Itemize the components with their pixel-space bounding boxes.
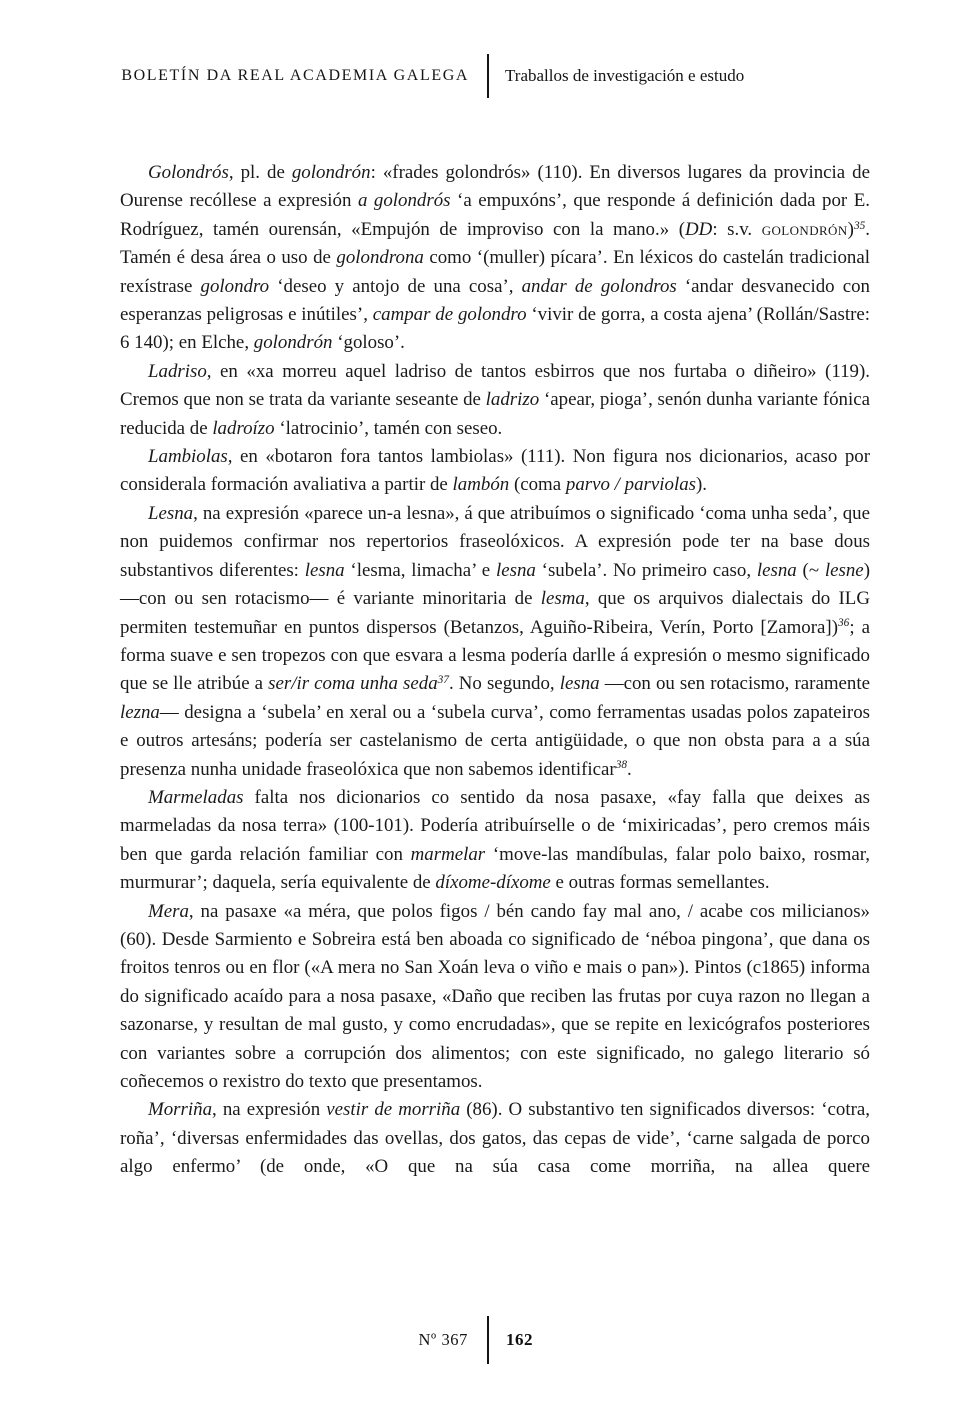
entry-lesna xyxy=(120,500,870,784)
text-run: golondrón xyxy=(291,162,371,183)
text-run: —con ou sen rotacismo, raramente xyxy=(599,673,870,695)
text-run: lesna xyxy=(756,559,797,581)
text-run: a golondrós xyxy=(357,190,451,212)
text-run: (~ xyxy=(796,559,825,581)
text-run: (coma xyxy=(509,474,566,496)
footnote-ref: 37 xyxy=(437,674,449,687)
text-run: falta nos dicionarios co sentido da nosa pasaxe, «fay falla que deixes as marmeladas da nosa terra» (100-101). Podería atribuírselle o de ‘mixiricadas’, pero cremos máis ben que garda relación familiar con xyxy=(120,786,870,865)
text-run: . Tamén é desa área o uso de xyxy=(120,218,870,269)
text-run: : s.v. xyxy=(712,218,762,240)
text-run: ser/ir coma unha seda xyxy=(268,673,438,695)
text-run: ) xyxy=(847,218,854,240)
page-header xyxy=(0,54,975,98)
text-run: vestir de morriña xyxy=(326,1099,461,1121)
text-run: , na expresión xyxy=(212,1099,327,1121)
text-run: ‘andar desvanecido con esperanzas peligrosas e inútiles’, xyxy=(120,275,870,326)
text-run: lesna xyxy=(495,559,536,581)
text-run: ‘apear, pioga’, senón dunha variante fónica reducida de xyxy=(120,389,870,439)
text-run: DD xyxy=(685,218,713,240)
text-run: lesna xyxy=(304,559,345,581)
text-run: ‘subela’. No primeiro caso, xyxy=(535,559,757,581)
text-run: ‘goloso’. xyxy=(332,332,405,354)
text-run: ). xyxy=(696,474,708,496)
text-run: andar de golondros xyxy=(521,275,677,297)
text-run: lambón xyxy=(452,474,510,496)
text-run: (86). O substantivo ten significados diversos: ‘cotra, roña’, ‘diversas enfermidades das ovellas, dos gatos, das cepas de vide’, ‘carne salgada de porco algo enfermo’ (de onde, «O que na súa casa come morriña, na allea quere xyxy=(120,1099,870,1178)
footnote-ref: 35 xyxy=(853,219,866,232)
page-footer xyxy=(0,1316,975,1364)
text-run: ‘deseo y antojo de una cosa’, xyxy=(269,275,522,297)
text-run: como ‘(muller) pícara’. En léxicos do castelán tradicional rexístrase xyxy=(120,247,870,297)
entry-golondros xyxy=(120,159,870,358)
entry-marmeladas xyxy=(120,784,870,898)
text-run: . No segundo, xyxy=(448,673,560,695)
text-run: , en «botaron fora tantos lambiolas» (111). Non figura nos dicionarios, acaso por considerala formación avaliativa a partir de xyxy=(120,446,870,496)
text-run: ‘move-las mandíbulas, falar polo baixo, rosmar, murmurar’; daquela, sería equivalente de xyxy=(120,843,871,894)
text-run: golondro xyxy=(200,275,270,297)
journal-title: BOLETÍN DA REAL ACADEMIA GALEGA xyxy=(121,67,469,84)
text-run: lezna xyxy=(120,701,160,723)
text-run: Ladriso xyxy=(148,360,207,382)
text-run: , en «xa morreu aquel ladriso de tantos esbirros que nos furtaba o diñeiro» (119). Cremos que non se trata da variante seseante de xyxy=(120,360,870,411)
text-run: Lesna xyxy=(148,502,194,524)
text-run: lesna xyxy=(559,673,600,695)
text-run: ladroízo xyxy=(212,417,275,439)
text-run: ) —con ou sen rotacismo— é variante minoritaria de xyxy=(120,559,870,610)
page-number: 162 xyxy=(506,1330,533,1349)
text-run: lesne xyxy=(824,559,864,581)
text-run: . xyxy=(627,758,632,780)
text-run: marmelar xyxy=(410,843,486,865)
text-run: ‘lesma, limacha’ e xyxy=(344,559,496,581)
text-run: Mera xyxy=(148,900,189,922)
text-run: ladrizo xyxy=(485,389,540,411)
text-run: ‘latrocinio’, tamén con seseo. xyxy=(274,417,503,439)
entry-ladriso xyxy=(120,358,870,443)
text-run: , na pasaxe «a méra, que polos figos / bén cando fay mal ano, / acabe cos milicianos» (60). Desde Sarmiento e Sobreira está ben aboada co significado de ‘néboa pingona’, que dana os froitos tenros ou en flor («A mera no San Xoán leva o viño e mais o pan»). Pintos (c1865) informa do significado acaído para a nosa pasaxe, «Daño que reciben las frutas por cuya razon no llegan a sazonarse, y resultan de mal gusto, y como encrudadas», que se repite en lexicógrafos posteriores con variantes sobre a corrupción dos alimentos; con este significado, no galego literario só coñecemos o rexistro do texto que presentamos. xyxy=(120,900,870,1092)
footer-divider xyxy=(487,1316,489,1364)
entry-mera xyxy=(120,898,870,1097)
text-run: parvo / parviolas xyxy=(565,474,697,496)
text-run: Golondrós xyxy=(148,162,229,183)
text-run: lesma xyxy=(540,588,585,610)
text-run: golondrón xyxy=(761,218,848,240)
text-run: ‘vivir de gorra, a costa ajena’ (Rollán/Sastre: 6 140); en Elche, xyxy=(120,304,870,354)
text-run: Morriña xyxy=(148,1099,213,1121)
article-body xyxy=(120,159,870,1182)
entry-morrina xyxy=(120,1096,870,1181)
text-run: díxome-díxome xyxy=(435,872,551,894)
text-run: — designa a ‘subela’ en xeral ou a ‘subela curva’, como ferramentas usadas polos zapateiros e outros artesáns; podería ser castelanismo de certa antigüidade, o que non obsta para a a súa presenza nunha unidade fraseolóxica que non sabemos identificar xyxy=(120,701,870,780)
text-run: , na expresión «parece un-a lesna», á que atribuímos o significado ‘coma unha seda’, que non puidemos confirmar nos repertorios fraseolóxicos. A expresión pode ter na base dous substantivos diferentes: xyxy=(120,502,870,581)
issue-number: Nº 367 xyxy=(418,1330,468,1349)
text-run: , pl. de xyxy=(228,162,292,183)
text-run: golondrona xyxy=(336,247,424,269)
text-run: campar de golondro xyxy=(372,304,527,326)
text-run: golondrón xyxy=(253,332,333,354)
entry-lambiolas xyxy=(120,443,870,500)
text-run: Lambiolas xyxy=(148,446,228,468)
text-run: : «frades golondrós» (110). En diversos lugares da provincia de Ourense recóllese a expresión xyxy=(120,162,871,212)
footnote-ref: 36 xyxy=(838,617,850,630)
text-run: ; a forma suave e sen tropezos con que esvara a lesma podería darlle á expresión o mesmo significado que se lle atribúe a xyxy=(120,616,870,695)
footnote-ref: 38 xyxy=(615,759,628,772)
header-divider xyxy=(487,54,489,98)
text-run: e outras formas semellantes. xyxy=(550,872,770,894)
text-run: , que os arquivos dialectais do ILG permiten testemuñar en puntos dispersos (Betanzos, Aguiño-Ribeira, Verín, Porto [Zamora]) xyxy=(120,588,870,638)
text-run: ‘a empuxóns’, que responde á definición dada por E. Rodríguez, tamén ourensán, «Empujón de improviso con la mano.» ( xyxy=(120,190,870,240)
section-title: Traballos de investigación e estudo xyxy=(505,66,745,85)
text-run: Marmeladas xyxy=(148,786,244,808)
